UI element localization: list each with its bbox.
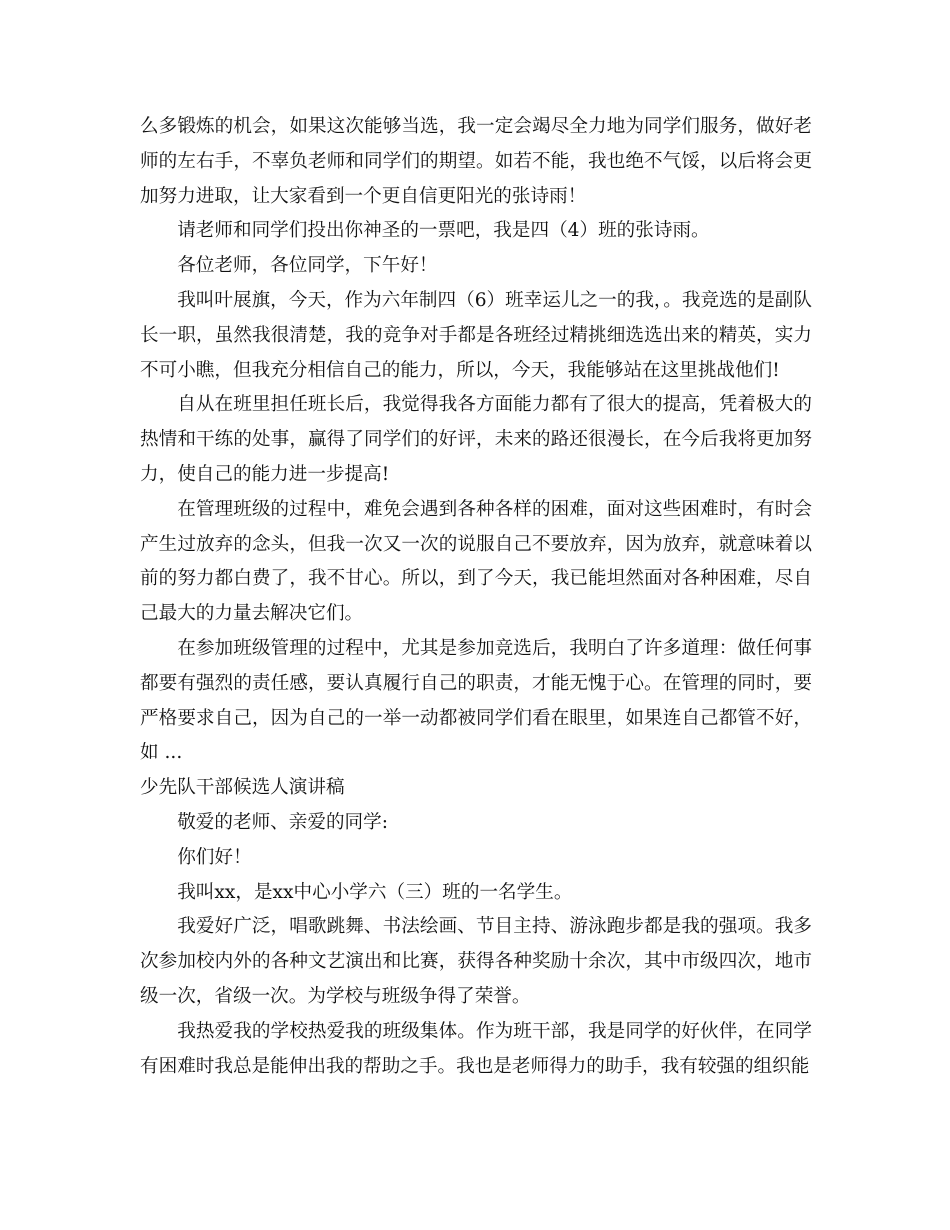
paragraph-3: 各位老师，各位同学，下午好！ xyxy=(177,255,438,277)
paragraph-7: 在参加班级管理的过程中，尤其是参加竞选后，我明白了许多道理：做任何事都要有强烈的责任感，要认真履行自己的职责，才能无愧于心。在管理的同时，要严格要求自己，因为自己的一举一动都被同学们看在眼里，如果连自己都管不好，如 ... xyxy=(140,637,812,764)
paragraph-class-collective: 我热爱我的学校热爱我的班级集体。作为班干部，我是同学的好伙伴，在同学有困难时我总是能伸出我的帮助之手。我也是老师得力的助手，我有较强的组织能 xyxy=(140,1020,812,1077)
section-title: 少先队干部候选人演讲稿 xyxy=(140,777,345,799)
document-body xyxy=(140,110,812,1084)
paragraph-5: 自从在班里担任班长后，我觉得我各方面能力都有了很大的提高，凭着极大的热情和干练的处事，赢得了同学们的好评，未来的路还很漫长，在今后我将更加努力，使自己的能力进一步提高! xyxy=(140,394,812,485)
paragraph-4: 我叫叶展旗，今天，作为六年制四（6）班幸运儿之一的我，。我竞选的是副队长一职，虽然我很清楚，我的竞争对手都是各班经过精挑细选选出来的精英，实力不可小瞧，但我充分相信自己的能力，所以，今天，我能够站在这里挑战他们! xyxy=(140,289,812,381)
salutation: 敬爱的老师、亲爱的同学: xyxy=(177,811,388,833)
paragraph-hobbies: 我爱好广泛，唱歌跳舞、书法绘画、节目主持、游泳跑步都是我的强项。我多次参加校内外的各种文艺演出和比赛，获得各种奖励十余次，其中市级四次，地市级一次，省级一次。为学校与班级争得了荣誉。 xyxy=(140,916,812,1007)
paragraph-2: 请老师和同学们投出你神圣的一票吧，我是四（4）班的张诗雨。 xyxy=(177,220,710,242)
paragraph-6: 在管理班级的过程中，难免会遇到各种各样的困难，面对这些困难时，有时会产生过放弃的念头，但我一次又一次的说服自己不要放弃，因为放弃，就意味着以前的努力都白费了，我不甘心。所以，到了今天，我已能坦然面对各种困难，尽自己最大的力量去解决它们。 xyxy=(140,498,812,625)
greeting: 你们好！ xyxy=(177,846,252,868)
paragraph-introduction: 我叫xx，是xx中心小学六（三）班的一名学生。 xyxy=(177,881,573,903)
paragraph-1: 么多锻炼的机会，如果这次能够当选，我一定会竭尽全力地为同学们服务，做好老师的左右手，不辜负老师和同学们的期望。如若不能，我也绝不气馁，以后将会更加努力进取，让大家看到一个更自信更阳光的张诗雨！ xyxy=(140,116,812,207)
